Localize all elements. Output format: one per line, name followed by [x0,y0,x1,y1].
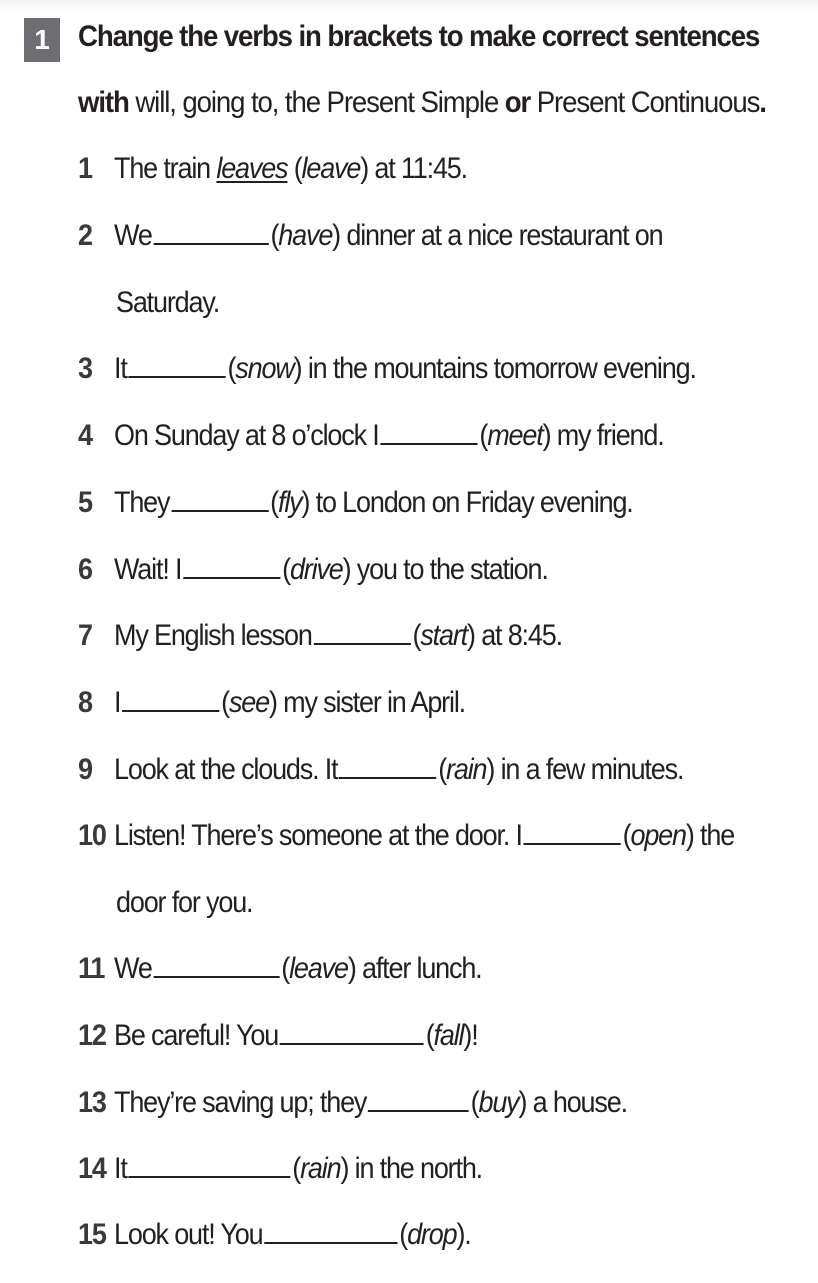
item-verb: buy [478,1086,519,1119]
item-verb: fall [433,1019,464,1052]
item-number: 3 [78,352,92,385]
item-number: 7 [78,619,92,652]
item-text-after: in a few minutes. [494,753,684,786]
answer-blank[interactable] [183,553,280,579]
item-text-after: a house. [526,1086,627,1119]
item-text-before: It [114,352,127,385]
exercise-item-1: 1 The train leaves (leave) at 11:45. [78,150,467,188]
item-text-before: The train [114,152,217,185]
item-text-after: the [693,819,735,852]
item-text-before: We [114,219,152,252]
item-verb: have [278,219,333,252]
item-text-after: in the north. [348,1152,483,1185]
item-number: 1 [78,152,92,185]
exercise-item-2: 2 We (have) dinner at a nice restaurant on [78,217,662,255]
answer-blank[interactable] [128,1152,290,1178]
item-verb: rain [446,753,487,786]
item-verb: leave [301,152,361,185]
answer-blank[interactable] [128,352,225,378]
exercise-item-4: 4 On Sunday at 8 o’clock I (meet) my friend. [78,417,664,455]
answer-blank[interactable] [280,1019,424,1045]
item-verb: leave [289,952,348,985]
item-number: 10 [78,819,106,852]
item-verb: fly [277,486,302,519]
top-shadow-band [0,0,818,14]
item-text-before: My English lesson [114,619,312,652]
item-number: 2 [78,219,92,252]
answer-blank[interactable] [314,619,411,645]
item-number: 13 [78,1086,106,1119]
item-text-after: at 11:45. [368,152,467,185]
item-text-after: . [464,1218,471,1251]
exercise-item-10-continuation: door for you. [116,886,253,919]
answer-blank[interactable] [339,753,436,779]
answer-blank[interactable] [380,419,477,445]
item-text-before: It [114,1152,127,1185]
exercise-item-13: 13 They’re saving up; they (buy) a house. [78,1084,627,1122]
instruction-period: . [759,86,766,119]
item-number: 5 [78,486,92,519]
item-text-after: in the mountains tomorrow evening. [301,352,696,385]
item-text-after: you to the station. [350,553,548,586]
exercise-item-3: 3 It (snow) in the mountains tomorrow evening. [78,350,696,388]
answer-blank[interactable] [122,686,219,712]
instruction-line-1: Change the verbs in brackets to make correct sentences [78,20,760,53]
item-text-after: dinner at a nice restaurant on [340,219,663,252]
item-text-after: my friend. [550,419,664,452]
item-text-before: They’re saving up; they [114,1086,367,1119]
item-number: 11 [78,952,105,985]
item-text-before: We [114,952,152,985]
item-verb: drive [289,553,343,586]
instruction-text-2: Present Continuous [530,86,760,119]
answer-blank[interactable] [264,1218,397,1244]
item-number: 9 [78,753,92,786]
item-text-before: They [114,486,170,519]
exercise-item-10: 10 Listen! There’s someone at the door. I (open) the [78,817,734,855]
answer-blank[interactable] [368,1086,469,1112]
exercise-item-7: 7 My English lesson (start) at 8:45. [78,617,562,655]
item-verb: snow [235,352,294,385]
exercise-number-badge: 1 [24,18,60,62]
answer-blank[interactable] [524,819,621,845]
item-verb: drop [407,1218,457,1251]
exercise-item-12: 12 Be careful! You (fall)! [78,1017,478,1055]
item-verb: meet [487,419,543,452]
item-number: 15 [78,1218,106,1251]
answer-blank[interactable] [171,486,268,512]
instruction-bold-with: with [78,86,129,119]
answer-blank[interactable] [153,952,279,978]
item-text-after: after lunch. [355,952,482,985]
item-number: 12 [78,1019,106,1052]
exercise-item-8: 8 I (see) my sister in April. [78,684,465,722]
exercise-item-14: 14 It (rain) in the north. [78,1150,482,1188]
exercise-item-6: 6 Wait! I (drive) you to the station. [78,551,548,589]
item-number: 8 [78,686,92,719]
item-number: 14 [78,1152,106,1185]
item-number: 4 [78,419,92,452]
answer-blank[interactable] [153,219,268,245]
item-text-before: Look at the clouds. It [114,753,338,786]
item-verb: see [228,686,270,719]
item-number: 6 [78,553,92,586]
item-text-before: Be careful! You [114,1019,279,1052]
exercise-item-15: 15 Look out! You (drop). [78,1216,471,1254]
exercise-item-9: 9 Look at the clouds. It (rain) in a few minutes. [78,751,683,789]
item-text-after: to London on Friday evening. [309,486,633,519]
exercise-item-2-continuation: Saturday. [116,286,220,319]
item-text-after: ! [471,1019,478,1052]
item-text-after: my sister in April. [276,686,465,719]
item-text-before: Listen! There’s someone at the door. I [114,819,522,852]
item-text-after: at 8:45. [474,619,562,652]
item-text-before: Look out! You [114,1218,263,1251]
exercise-item-5: 5 They (fly) to London on Friday evening. [78,484,633,522]
item-verb: start [420,619,468,652]
exercise-item-11: 11 We (leave) after lunch. [78,950,482,988]
instruction-bold-or: or [504,86,531,119]
item-text-before: I [114,686,121,719]
instruction-line-2 [78,86,766,120]
instruction-text-1: will, going to, the Present Simple [128,86,505,119]
item-text-before: Wait! I [114,553,182,586]
item-text-before: On Sunday at 8 o’clock I [114,419,379,452]
item-verb: open [630,819,686,852]
item-verb: rain [300,1152,341,1185]
example-answer: leaves [216,152,288,185]
